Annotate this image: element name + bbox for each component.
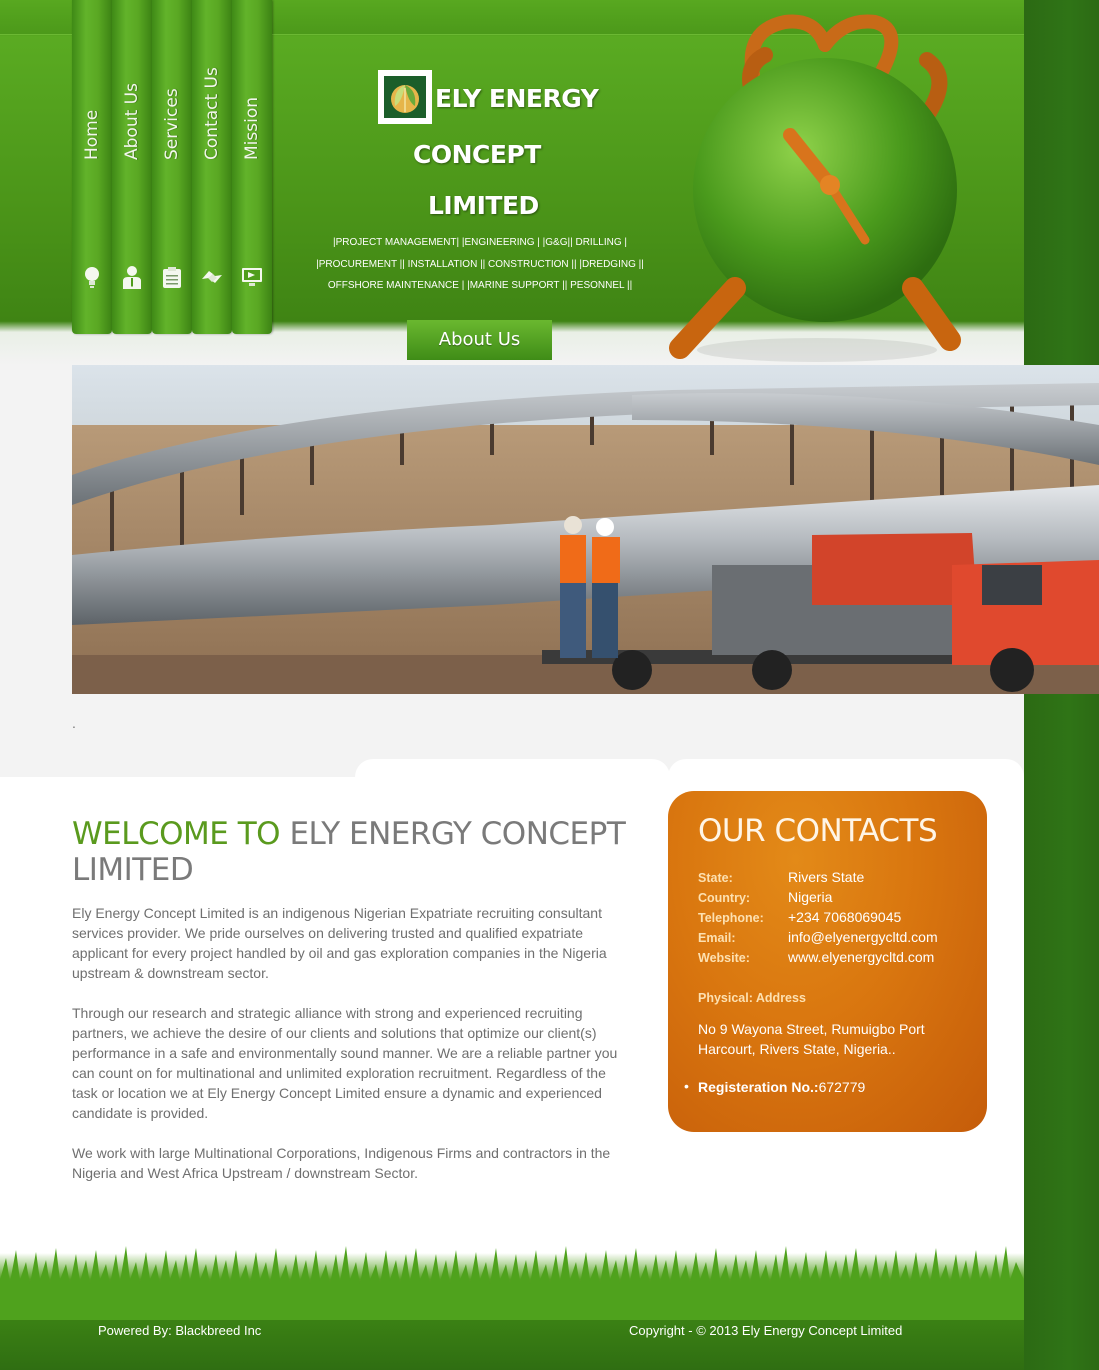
header-title-line1: ELY ENERGY [435,84,599,113]
bullet-icon: • [684,1078,689,1094]
contact-label-state: State: [698,871,733,885]
pipeline-banner-image [72,365,1099,694]
contact-value-telephone[interactable]: +234 7068069045 [788,909,902,925]
welcome-heading-gray: ELY ENERGY CONCEPT LIMITED [72,816,626,888]
services-tagline-2: |PROCUREMENT || INSTALLATION || CONSTRUCTION || |DREDGING || [316,259,644,270]
physical-address-label: Physical: Address [698,991,806,1005]
handshake-icon [201,265,223,289]
contact-label-email: Email: [698,931,736,945]
nav-item-contact-us[interactable] [192,0,232,334]
user-icon [121,265,143,289]
services-tagline-1: |PROJECT MANAGEMENT| |ENGINEERING | |G&G|| DRILLING | [333,237,627,248]
contacts-panel [668,791,987,1132]
nav-item-label: Services [162,88,182,160]
contact-label-country: Country: [698,891,751,905]
contact-label-telephone: Telephone: [698,911,764,925]
company-logo[interactable] [378,70,432,124]
registration-value: 672779 [818,1079,866,1095]
contact-value-country: Nigeria [788,889,833,905]
intro-paragraph-3: We work with large Multinational Corporations, Indigenous Firms and contractors in the Nigeria and West Africa Upstream / downstream Sector. [72,1145,611,1181]
lightbulb-icon [81,265,103,289]
nav-item-label: Contact Us [202,67,222,160]
nav-item-home[interactable] [72,0,112,334]
welcome-heading [72,816,632,888]
site-footer [0,1240,1024,1370]
nav-item-label: Home [82,109,102,160]
monitor-icon [241,265,263,289]
footer-copyright: Copyright - © 2013 Ely Energy Concept Limited [629,1323,903,1338]
welcome-heading-green: WELCOME TO [72,816,281,852]
intro-paragraph-1: Ely Energy Concept Limited is an indigenous Nigerian Expatriate recruiting consultant services provider. We pride ourselves on delivering trusted and qualified expatriate applicant for every project handled by oil and gas exploration companies in the Nigeria upstream & downstream sector. [72,905,607,981]
gray-area-dot: . [72,715,76,731]
divider-tab [355,759,670,777]
leaf-logo-icon [384,76,426,118]
registration-row [698,1079,865,1095]
grass-alarm-clock-image [665,10,970,365]
header-title-line2: CONCEPT [413,140,541,169]
nav-item-mission[interactable] [232,0,272,334]
contact-value-email[interactable]: info@elyenergycltd.com [788,929,938,945]
nav-item-about-us[interactable] [112,0,152,334]
contact-value-state: Rivers State [788,869,865,885]
physical-address-value: No 9 Wayona Street, Rumuigbo Port Harcourt, Rivers State, Nigeria.. [698,1021,925,1057]
divider-tab [668,759,1024,777]
nav-item-services[interactable] [152,0,192,334]
clipboard-icon [161,265,183,289]
contacts-title: OUR CONTACTS [698,813,938,849]
site-header [0,0,1024,365]
about-us-button[interactable]: About Us [407,320,552,360]
registration-label: Registeration No.: [698,1079,819,1095]
services-tagline-3: OFFSHORE MAINTENANCE | |MARINE SUPPORT || PESONNEL || [327,280,633,291]
nav-item-label: Mission [242,96,262,160]
contact-value-website[interactable]: www.elyenergycltd.com [788,949,935,965]
footer-powered-by[interactable]: Powered By: Blackbreed Inc [98,1323,262,1338]
contact-label-website: Website: [698,951,750,965]
intro-paragraph-2: Through our research and strategic alliance with strong and experienced recruiting partners, we achieve the desire of our clients and solutions that optimize our client(s) performance in a safe and environmentally sound manner. We are a reliable partner you can count on for multinational and unlimited exploration recruitment. Regardless of the task or location we at Ely Energy Concept Limited ensure a dynamic and experienced candidate is provided. [72,1005,618,1121]
nav-item-label: About Us [122,83,142,160]
grass-border-image [0,1240,1024,1320]
pipeline-photo-illustration [72,365,1099,694]
header-title-line3: LIMITED [428,191,539,220]
